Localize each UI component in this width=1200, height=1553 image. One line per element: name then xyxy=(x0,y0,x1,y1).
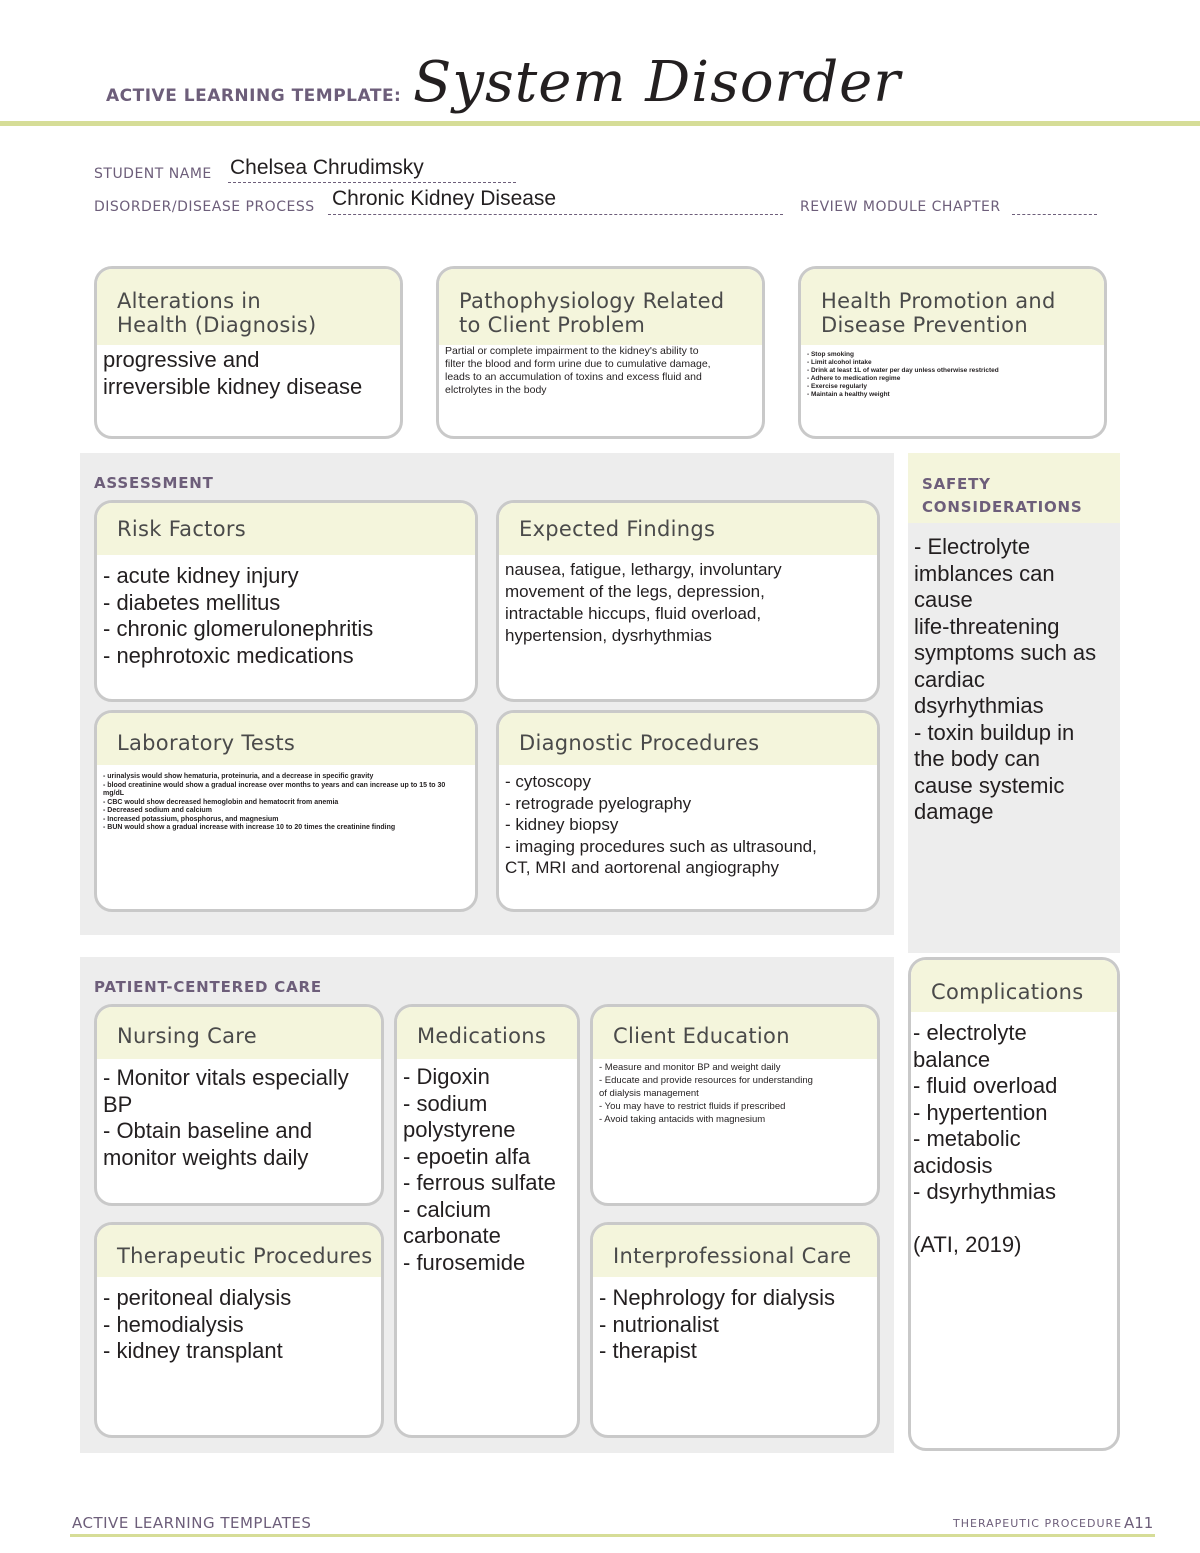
expected-findings-line: hypertension, dysrhythmias xyxy=(505,626,712,645)
interprofessional-care-item: - nutrionalist xyxy=(599,1311,719,1337)
complication-line: - dsyrhythmias xyxy=(913,1179,1057,1204)
alterations-content[interactable] xyxy=(97,345,400,404)
template-title: System Disorder xyxy=(413,50,902,115)
lab-test-line: mg/dL xyxy=(103,790,124,797)
template-label: ACTIVE LEARNING TEMPLATE: xyxy=(106,86,402,106)
lab-test-line: - Decreased sodium and calcium xyxy=(103,807,212,814)
health-promotion-line: - Exercise regularly xyxy=(807,383,867,390)
risk-factors-box xyxy=(94,500,478,702)
diagnostic-procedures-content[interactable] xyxy=(499,765,877,883)
pathophysiology-line: leads to an accumulation of toxins and excess fluid and xyxy=(445,371,702,383)
medication-line: - Digoxin xyxy=(403,1064,490,1089)
expected-findings-content[interactable] xyxy=(499,555,877,651)
expected-findings-line: intractable hiccups, fluid overload, xyxy=(505,604,762,623)
lab-test-line: - urinalysis would show hematuria, proteinuria, and a decrease in specific gravity xyxy=(103,773,374,780)
complication-citation: (ATI, 2019) xyxy=(913,1232,1022,1257)
diagnostic-procedure-item: - kidney biopsy xyxy=(505,815,619,834)
lab-test-line: - Increased potassium, phosphorus, and magnesium xyxy=(103,815,279,823)
safety-line: - Electrolyte xyxy=(914,534,1031,559)
pathophysiology-content[interactable] xyxy=(439,345,762,401)
nursing-care-title: Nursing Care xyxy=(97,1007,381,1059)
client-education-content[interactable] xyxy=(593,1059,877,1130)
nursing-care-line: monitor weights daily xyxy=(103,1144,309,1170)
client-education-line: - Educate and provide resources for understanding xyxy=(599,1075,813,1086)
pathophysiology-title-line: Pathophysiology Related xyxy=(459,289,725,313)
disorder-line xyxy=(328,214,783,215)
safety-label-line: CONSIDERATIONS xyxy=(922,498,1083,516)
therapeutic-procedures-content[interactable] xyxy=(97,1277,381,1369)
complication-line: acidosis xyxy=(913,1152,993,1178)
laboratory-tests-title: Laboratory Tests xyxy=(97,713,475,765)
client-education-line: - Measure and monitor BP and weight daily xyxy=(599,1062,781,1073)
laboratory-tests-content[interactable] xyxy=(97,765,475,837)
risk-factor-item: - chronic glomerulonephritis xyxy=(103,616,374,641)
alterations-box xyxy=(94,266,403,439)
risk-factor-item: - nephrotoxic medications xyxy=(103,642,354,668)
client-education-line: of dialysis management xyxy=(599,1088,699,1099)
diagnostic-procedure-item: - retrograde pyelography xyxy=(505,793,692,813)
safety-line: imblances can xyxy=(914,560,1055,586)
therapeutic-procedures-box xyxy=(94,1222,384,1438)
complications-content[interactable] xyxy=(911,1012,1117,1263)
diagnostic-procedures-title: Diagnostic Procedures xyxy=(499,713,877,765)
medication-line: - epoetin alfa xyxy=(403,1143,531,1169)
pathophysiology-title-line: to Client Problem xyxy=(459,313,646,337)
medication-line: carbonate xyxy=(403,1223,501,1248)
complication-line: balance xyxy=(913,1046,991,1072)
alterations-title-line: Health (Diagnosis) xyxy=(117,313,317,337)
pathophysiology-line: elctrolytes in the body xyxy=(445,384,547,396)
medications-box xyxy=(394,1004,580,1438)
laboratory-tests-box xyxy=(94,710,478,912)
pathophysiology-box xyxy=(436,266,765,439)
medication-line: - calcium xyxy=(403,1196,492,1222)
health-promotion-title-line: Health Promotion and xyxy=(821,289,1056,313)
pathophysiology-line: Partial or complete impairment to the kidney's ability to xyxy=(445,345,699,357)
risk-factor-item: - diabetes mellitus xyxy=(103,589,281,615)
health-promotion-line: - Stop smoking xyxy=(807,351,854,358)
alterations-title-line: Alterations in xyxy=(117,289,262,313)
safety-header xyxy=(908,453,1120,523)
disorder-value[interactable]: Chronic Kidney Disease xyxy=(332,187,557,210)
disorder-label: DISORDER/DISEASE PROCESS xyxy=(94,199,315,215)
safety-label-line: SAFETY xyxy=(922,475,991,493)
client-education-title: Client Education xyxy=(593,1007,877,1059)
alterations-line: irreversible kidney disease xyxy=(103,373,363,399)
safety-label xyxy=(922,473,1083,519)
review-module-label: REVIEW MODULE CHAPTER xyxy=(800,199,1001,215)
student-name-value[interactable]: Chelsea Chrudimsky xyxy=(230,156,424,179)
complication-line: - metabolic xyxy=(913,1126,1021,1151)
nursing-care-box xyxy=(94,1004,384,1206)
therapeutic-procedure-item: - peritoneal dialysis xyxy=(103,1285,292,1310)
safety-line: life-threatening xyxy=(914,613,1060,639)
footer-right-label: THERAPEUTIC PROCEDURE xyxy=(953,1517,1123,1530)
safety-line: cause systemic xyxy=(914,772,1065,798)
health-promotion-line: - Adhere to medication regime xyxy=(807,375,901,382)
alterations-title xyxy=(97,269,400,345)
nursing-care-line: BP xyxy=(103,1091,133,1117)
risk-factor-item: - acute kidney injury xyxy=(103,563,299,588)
health-promotion-line: - Drink at least 1L of water per day unless otherwise restricted xyxy=(807,367,999,374)
therapeutic-procedures-title: Therapeutic Procedures xyxy=(97,1225,381,1277)
footer-rule xyxy=(70,1534,1155,1537)
medication-line: polystyrene xyxy=(403,1117,516,1142)
safety-line: - toxin buildup in xyxy=(914,719,1075,745)
nursing-care-line: - Monitor vitals especially xyxy=(103,1065,349,1090)
medications-title: Medications xyxy=(397,1007,577,1059)
medications-content[interactable] xyxy=(397,1059,577,1280)
health-promotion-title-line: Disease Prevention xyxy=(821,313,1028,337)
assessment-label: ASSESSMENT xyxy=(94,474,214,492)
complication-line: - electrolyte xyxy=(913,1020,1027,1045)
medication-line: - furosemide xyxy=(403,1249,526,1275)
nursing-care-content[interactable] xyxy=(97,1059,381,1175)
complications-box xyxy=(908,957,1120,1451)
interprofessional-care-box xyxy=(590,1222,880,1438)
safety-line: cause xyxy=(914,587,973,612)
interprofessional-care-content[interactable] xyxy=(593,1277,877,1369)
diagnostic-procedure-item: - imaging procedures such as ultrasound, xyxy=(505,836,817,856)
student-name-label: STUDENT NAME xyxy=(94,166,212,182)
expected-findings-box xyxy=(496,500,880,702)
health-promotion-line: - Maintain a healthy weight xyxy=(807,391,890,398)
diagnostic-procedure-item: - cytoscopy xyxy=(505,772,591,791)
risk-factors-content[interactable] xyxy=(97,555,475,673)
safety-line: cardiac xyxy=(914,666,985,692)
interprofessional-care-item: - Nephrology for dialysis xyxy=(599,1285,835,1310)
diagnostic-procedure-item: CT, MRI and aortorenal angiography xyxy=(505,858,780,877)
therapeutic-procedure-item: - kidney transplant xyxy=(103,1338,283,1363)
expected-findings-line: nausea, fatigue, lethargy, involuntary xyxy=(505,560,782,579)
client-education-line: - Avoid taking antacids with magnesium xyxy=(599,1114,766,1125)
complication-line: - fluid overload xyxy=(913,1073,1058,1098)
therapeutic-procedure-item: - hemodialysis xyxy=(103,1311,244,1337)
pathophysiology-line: filter the blood and form urine due to cumulative damage, xyxy=(445,358,711,370)
student-name-line xyxy=(228,182,516,183)
complication-line xyxy=(913,1206,1111,1233)
safety-line: dsyrhythmias xyxy=(914,693,1044,718)
safety-content[interactable] xyxy=(908,530,1132,830)
medication-line: - ferrous sulfate xyxy=(403,1170,556,1195)
header-rule xyxy=(0,121,1200,126)
client-education-line: - You may have to restrict fluids if prescribed xyxy=(599,1101,786,1112)
interprofessional-care-item: - therapist xyxy=(599,1338,697,1363)
nursing-care-line: - Obtain baseline and xyxy=(103,1118,313,1143)
lab-test-line: - blood creatinine would show a gradual increase over months to years and can increase up to 15 to 30 xyxy=(103,781,446,789)
lab-test-line: - BUN would show a gradual increase with increase 10 to 20 times the creatinine finding xyxy=(103,824,396,831)
page-number: A11 xyxy=(1124,1514,1154,1532)
alterations-line: progressive and xyxy=(103,347,260,372)
safety-line: the body can xyxy=(914,746,1040,771)
health-promotion-title xyxy=(801,269,1104,345)
patient-care-label: PATIENT-CENTERED CARE xyxy=(94,978,322,996)
risk-factors-title: Risk Factors xyxy=(97,503,475,555)
footer-left-label: ACTIVE LEARNING TEMPLATES xyxy=(72,1514,312,1532)
complications-title: Complications xyxy=(911,960,1117,1012)
client-education-box xyxy=(590,1004,880,1206)
interprofessional-care-title: Interprofessional Care xyxy=(593,1225,877,1277)
medication-line: - sodium xyxy=(403,1090,488,1116)
lab-test-line: - CBC would show decreased hemoglobin and hematocrit from anemia xyxy=(103,798,339,806)
review-module-line[interactable] xyxy=(1012,214,1097,215)
complication-line: - hypertention xyxy=(913,1099,1048,1125)
diagnostic-procedures-box xyxy=(496,710,880,912)
pathophysiology-title xyxy=(439,269,762,345)
health-promotion-content[interactable] xyxy=(801,345,1104,403)
safety-line: damage xyxy=(914,799,994,824)
safety-line: symptoms such as xyxy=(914,640,1097,665)
expected-findings-title: Expected Findings xyxy=(499,503,877,555)
expected-findings-line: movement of the legs, depression, xyxy=(505,582,765,601)
health-promotion-line: - Limit alcohol intake xyxy=(807,359,872,366)
health-promotion-box xyxy=(798,266,1107,439)
